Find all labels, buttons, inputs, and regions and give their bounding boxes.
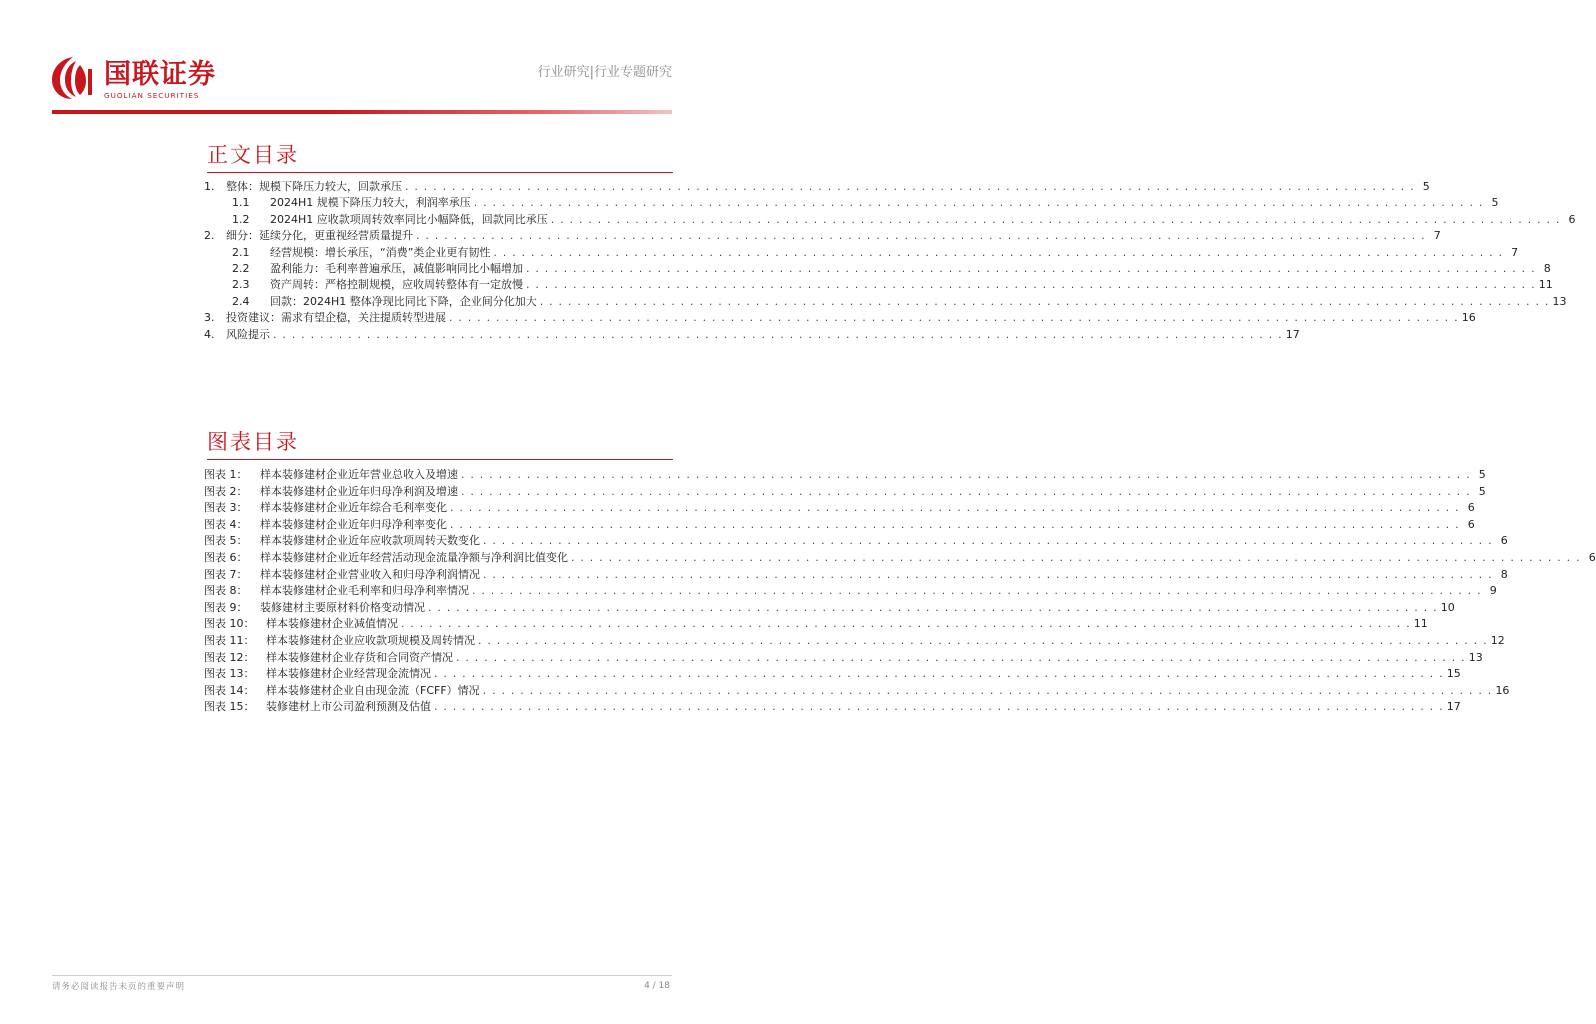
figure-entry[interactable] xyxy=(204,484,1486,500)
entry-label: 装修建材上市公司盈利预测及估值 xyxy=(266,700,431,714)
entry-page-number: 6 xyxy=(1568,212,1576,226)
leader-dots xyxy=(526,261,1536,277)
leader-dots xyxy=(483,567,1493,583)
leader-dots xyxy=(493,245,1503,261)
entry-label: 资产周转：严格控制规模，应收周转整体有一定放慢 xyxy=(270,278,523,292)
entry-number: 图表 6： xyxy=(204,551,248,564)
entry-number: 图表 7： xyxy=(204,567,248,581)
page-header xyxy=(0,0,724,116)
page-number: 4 / 18 xyxy=(644,981,670,991)
entry-number: 图表 14： xyxy=(204,683,255,697)
leader-dots xyxy=(526,277,1536,293)
entry-label: 样本装修建材企业近年归母净利率变化 xyxy=(260,517,447,531)
entry-number: 图表 10： xyxy=(204,617,255,631)
entry-label: 盈利能力：毛利率普遍承压，减值影响同比小幅增加 xyxy=(270,262,523,275)
entry-label: 风险提示 xyxy=(226,327,270,341)
entry-label: 经营规模：增长承压，“消费”类企业更有韧性 xyxy=(270,245,491,259)
figure-entry[interactable] xyxy=(204,699,1461,715)
figure-entry[interactable] xyxy=(204,633,1505,649)
toc-title-rule xyxy=(207,172,673,173)
toc-title: 正文目录 xyxy=(207,143,299,167)
leader-dots xyxy=(450,500,1460,516)
figures-title-rule xyxy=(207,459,673,460)
entry-page-number: 17 xyxy=(1285,327,1300,341)
leader-dots xyxy=(416,228,1426,244)
entry-number: 2. xyxy=(204,229,215,243)
entry-label: 样本装修建材企业近年归母净利润及增速 xyxy=(260,484,458,498)
report-category: 行业研究|行业专题研究 xyxy=(537,65,672,80)
toc-entry[interactable] xyxy=(232,261,1551,277)
entry-number: 图表 1： xyxy=(204,468,248,481)
entry-page-number: 16 xyxy=(1495,683,1510,697)
entry-number: 图表 13： xyxy=(204,667,255,681)
leader-dots xyxy=(571,550,1581,566)
figures-title: 图表目录 xyxy=(207,430,299,454)
leader-dots xyxy=(434,666,1444,682)
entry-page-number: 15 xyxy=(1446,667,1461,681)
guolian-logo-icon xyxy=(50,55,96,101)
entry-page-number: 13 xyxy=(1552,294,1567,308)
leader-dots xyxy=(428,600,1438,616)
toc-entry[interactable] xyxy=(232,245,1519,261)
entry-label: 2024H1 规模下降压力较大，利润率承压 xyxy=(270,196,471,210)
toc-entry[interactable] xyxy=(204,310,1476,326)
entry-page-number: 6 xyxy=(1467,501,1475,515)
entry-page-number: 13 xyxy=(1468,650,1483,664)
entry-number: 2.4 xyxy=(232,294,250,308)
toc-entry[interactable] xyxy=(232,195,1499,211)
entry-label: 样本装修建材企业近年综合毛利率变化 xyxy=(260,501,447,515)
figure-entry[interactable] xyxy=(204,650,1483,666)
figure-entry[interactable] xyxy=(204,500,1475,516)
brand-name: 国联证券 xyxy=(104,59,216,90)
entry-number: 图表 9： xyxy=(204,600,248,614)
entry-label: 样本装修建材企业营业收入和归母净利润情况 xyxy=(260,567,480,581)
entry-label: 整体：规模下降压力较大，回款承压 xyxy=(226,180,402,193)
entry-label: 样本装修建材企业近年应收款项周转天数变化 xyxy=(260,534,480,548)
leader-dots xyxy=(472,583,1482,599)
entry-page-number: 7 xyxy=(1433,229,1441,243)
leader-dots xyxy=(461,484,1471,500)
entry-label: 样本装修建材企业毛利率和归母净利率情况 xyxy=(260,584,469,598)
figure-entry[interactable] xyxy=(204,567,1508,583)
entry-page-number: 12 xyxy=(1490,634,1505,647)
entry-label: 细分：延续分化，更重视经营质量提升 xyxy=(226,229,413,243)
entry-page-number: 7 xyxy=(1511,245,1519,259)
leader-dots xyxy=(405,179,1415,195)
entry-number: 1.2 xyxy=(232,212,250,226)
entry-number: 3. xyxy=(204,311,215,325)
entry-number: 图表 12： xyxy=(204,650,255,664)
entry-page-number: 5 xyxy=(1491,196,1499,210)
entry-page-number: 11 xyxy=(1538,278,1553,292)
entry-page-number: 8 xyxy=(1500,567,1508,581)
entry-page-number: 6 xyxy=(1500,534,1508,548)
toc-entry[interactable] xyxy=(232,277,1553,293)
entry-number: 图表 8： xyxy=(204,584,248,598)
entry-label: 样本装修建材企业减值情况 xyxy=(266,617,398,631)
leader-dots xyxy=(449,310,1459,326)
entry-page-number: 5 xyxy=(1478,484,1486,498)
leader-dots xyxy=(551,212,1561,228)
figure-entry[interactable] xyxy=(204,616,1428,632)
entry-label: 样本装修建材企业应收款项规模及周转情况 xyxy=(266,634,475,647)
entry-number: 2.3 xyxy=(232,278,250,292)
entry-number: 图表 2： xyxy=(204,484,248,498)
entry-label: 样本装修建材企业经营现金流情况 xyxy=(266,667,431,681)
figure-entry[interactable] xyxy=(204,467,1486,483)
leader-dots xyxy=(474,195,1484,211)
entry-number: 4. xyxy=(204,327,215,341)
leader-dots xyxy=(483,533,1493,549)
entry-number: 1.1 xyxy=(232,196,250,210)
figure-entry[interactable] xyxy=(204,550,1596,566)
toc-entry[interactable] xyxy=(204,228,1441,244)
entry-label: 样本装修建材企业近年营业总收入及增速 xyxy=(260,468,458,481)
figure-entry[interactable] xyxy=(204,683,1510,699)
entry-number: 图表 4： xyxy=(204,517,248,531)
figure-entry[interactable] xyxy=(204,533,1508,549)
leader-dots xyxy=(434,699,1444,715)
leader-dots xyxy=(450,517,1460,533)
leader-dots xyxy=(461,467,1471,483)
leader-dots xyxy=(540,294,1550,310)
entry-page-number: 17 xyxy=(1446,700,1461,714)
header-divider xyxy=(52,110,672,114)
entry-label: 投资建议：需求有望企稳，关注提质转型进展 xyxy=(226,311,446,325)
toc-entry[interactable] xyxy=(204,327,1300,343)
entry-number: 1. xyxy=(204,180,215,193)
leader-dots xyxy=(273,327,1283,343)
footer-disclaimer: 请务必阅读报告末页的重要声明 xyxy=(52,982,186,992)
entry-page-number: 6 xyxy=(1588,551,1596,564)
toc-entry[interactable] xyxy=(232,294,1567,310)
entry-page-number: 5 xyxy=(1422,180,1430,193)
entry-number: 2.1 xyxy=(232,245,250,259)
entry-label: 样本装修建材企业近年经营活动现金流量净额与净利润比值变化 xyxy=(260,551,568,564)
entry-label: 样本装修建材企业自由现金流（FCFF）情况 xyxy=(266,683,480,697)
toc-entry[interactable] xyxy=(232,212,1576,228)
entry-page-number: 16 xyxy=(1461,311,1476,325)
entry-number: 图表 11： xyxy=(204,634,255,647)
entry-label: 2024H1 应收款项周转效率同比小幅降低，回款同比承压 xyxy=(270,212,548,226)
entry-label: 回款：2024H1 整体净现比同比下降，企业间分化加大 xyxy=(270,294,537,308)
entry-label: 装修建材主要原材料价格变动情况 xyxy=(260,600,425,614)
entry-page-number: 11 xyxy=(1413,617,1428,631)
entry-page-number: 5 xyxy=(1478,468,1486,481)
entry-number: 2.2 xyxy=(232,262,250,275)
leader-dots xyxy=(483,683,1493,699)
entry-number: 图表 5： xyxy=(204,534,248,548)
toc-entry[interactable] xyxy=(204,179,1430,195)
entry-page-number: 6 xyxy=(1467,517,1475,531)
figure-entry[interactable] xyxy=(204,583,1497,599)
figure-entry[interactable] xyxy=(204,600,1455,616)
leader-dots xyxy=(456,650,1466,666)
leader-dots xyxy=(401,616,1411,632)
entry-number: 图表 15： xyxy=(204,700,255,714)
entry-label: 样本装修建材企业存货和合同资产情况 xyxy=(266,650,453,664)
leader-dots xyxy=(478,633,1488,649)
figure-entry[interactable] xyxy=(204,517,1475,533)
figure-entry[interactable] xyxy=(204,666,1461,682)
entry-number: 图表 3： xyxy=(204,501,248,515)
footer-divider xyxy=(52,975,672,976)
entry-page-number: 9 xyxy=(1489,584,1497,598)
brand-name-en: GUOLIAN SECURITIES xyxy=(104,91,200,100)
entry-page-number: 10 xyxy=(1440,600,1455,614)
entry-page-number: 8 xyxy=(1543,262,1551,275)
